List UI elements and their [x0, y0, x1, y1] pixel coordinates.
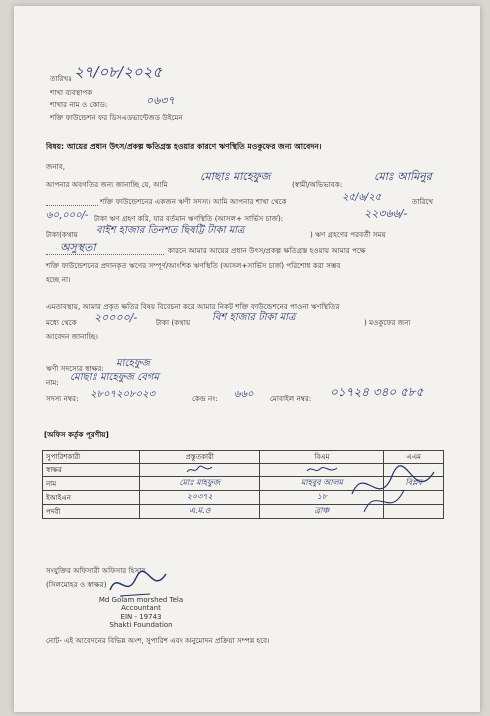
- body-p2-line3: আবেদন জানাচ্ছি।: [46, 332, 98, 341]
- stamp-org: Shakti Foundation: [109, 621, 173, 630]
- branch-code: ০৬৩৭: [146, 94, 175, 107]
- body-p1-line6: শক্তি ফাউন্ডেশনের প্রদানকৃত ঋণের সম্পূর্ণ/আংশিক ঋণস্থিতি (আসল+সার্ভিস চার্জ) পরিশোধ করা সম্ভব: [46, 261, 341, 270]
- member-signature-label: ঋণী সদস্যের স্বাক্ষর:: [46, 364, 104, 373]
- mobile-number: ০১৭২৪ ৩৪০ ৫৮৫: [330, 385, 424, 399]
- member-name: মোছাঃ মাহেফুজ বেগম: [70, 372, 159, 383]
- branch-manager: শাখা ব্যবস্থাপক: [50, 88, 93, 97]
- row-label: ইআইএন: [43, 491, 140, 505]
- stamp-title: Accountant: [121, 604, 161, 613]
- application-document: [14, 6, 480, 712]
- member-number-label: সদস্য নম্বর:: [46, 394, 79, 403]
- row-label: স্বাক্ষর: [43, 464, 140, 477]
- loan-date: ২৫/৬/২৫: [342, 192, 382, 203]
- blank-line: [46, 254, 164, 255]
- signature-scribble: [185, 465, 215, 474]
- organization-name: শক্তি ফাউন্ডেশন ফর ডিসএডভান্টেজড উইমেন: [50, 113, 183, 122]
- official-stamp: [76, 596, 206, 630]
- row-label: নাম: [43, 477, 140, 491]
- body-p2-line1: এমতাবস্থায়, আমার প্রকৃত ক্ষতির বিষয় বিবেচনা করে আমার নিকট শক্তি ফাউন্ডেশনের পাওনা ঋণস্থিতির: [46, 302, 340, 311]
- waive-words: বিশ হাজার টাকা মাত্র: [212, 312, 296, 323]
- damage-cause: অসুস্থতা: [60, 241, 96, 254]
- footer-note: নোট- এই আবেদনের বিভিন্ন অংশ, সুপারিশ এবং অনুমোদন প্রক্রিয়া সম্পন্ন হবে।: [46, 636, 270, 645]
- guardian-name: মোঃ আমিনুর: [374, 170, 432, 183]
- signature-scribble: [305, 465, 339, 474]
- am-signature-scribble: [344, 454, 444, 524]
- approval-line2: (সিলমোহর ও স্বাক্ষর): [46, 580, 107, 589]
- table-header-cell: এএম: [384, 451, 444, 464]
- table-cell: ২০৩৭২: [140, 491, 260, 505]
- date-label: তারিখঃ: [50, 74, 73, 83]
- table-header-cell: সুপারিশকারী: [43, 451, 140, 464]
- body-p2-line2b: টাকা (কথায়: [156, 318, 191, 327]
- stamp-name: Md Golam morshed Tela: [98, 596, 184, 604]
- table-cell: মোঃ মাহফুজ: [140, 477, 260, 491]
- office-section-title: [অফিস কর্তৃক পূরণীয়]: [44, 430, 109, 439]
- table-cell: [140, 464, 260, 477]
- body-p1-line2b: তারিখে: [412, 197, 434, 206]
- branch-name-label: শাখার নাম ও কোড:: [50, 100, 108, 109]
- table-cell: এ.ম.ও: [140, 505, 260, 519]
- body-p1-line2: শক্তি ফাউন্ডেশনের একজন ঋণী সদস্য। আমি আপনার শাখা থেকে: [100, 197, 287, 206]
- body-p2-line2a: মধ্যে থেকে: [46, 318, 77, 327]
- table-header-cell: বিএম: [260, 451, 384, 464]
- date-value: ২৭/০৮/২০২৫: [74, 63, 163, 81]
- table-header-cell: প্রস্তুতকারী: [140, 451, 260, 464]
- member-name-label: নাম:: [46, 378, 59, 387]
- member-number: ২৮০৭২০৮০২৩: [90, 389, 155, 400]
- table-cell: বিপ্লব: [384, 477, 444, 491]
- stamp-ein: EIN - 19743: [120, 612, 162, 621]
- body-p1-line4: টাকা(কথায়: [46, 230, 78, 239]
- center-number: ৬৬০: [234, 389, 254, 400]
- center-label: কেন্দ্র নং:: [192, 394, 218, 403]
- loan-amount: ৬০,০০০/-: [46, 210, 89, 221]
- member-signature: মাহেফুজ: [116, 358, 150, 369]
- table-cell: মাহবুব আলম: [260, 477, 384, 491]
- subject: বিষয়: আয়ের প্রধান উৎস/প্রকল্প ক্ষতিগ্রস্ত হওয়ার কারণে ঋণস্থিতি মওকুফের জন্য আবেদন।: [46, 142, 322, 151]
- table-cell: ব্রাঞ্চ: [260, 505, 384, 519]
- body-p1-line1: আপনার অবগতির জন্য জানাচ্ছি যে, আমি: [46, 180, 168, 189]
- mobile-label: মোবাইল নম্বর:: [270, 394, 312, 403]
- outstanding-amount: ২২৩৬৬/-: [364, 207, 408, 220]
- body-p1-line3: টাকা ঋণ গ্রহণ করি, যার বর্তমান ঋণস্থিতি (আসল+ সার্ভিস চার্জ):: [94, 214, 284, 223]
- salutation: জনাব,: [46, 162, 66, 171]
- table-cell: ১৮: [260, 491, 384, 505]
- body-p1-line7: হচ্ছে না।: [46, 275, 71, 284]
- blank-line: [46, 205, 98, 206]
- body-p1-line5: কারনে আমার আয়ের প্রধান উৎস/প্রকল্প ক্ষতিগ্রস্ত হওয়ায় আমার পক্ষে: [168, 246, 366, 255]
- waive-amount: ২০০০০/-: [94, 311, 138, 324]
- approval-line1: সংযুক্তির অফিসারী অফিসার হিসাব: [46, 566, 146, 575]
- body-p1-line1b: (স্বামী/অভিভাবক:: [292, 180, 343, 189]
- outstanding-words: বাইশ হাজার তিনশত ছিষট্টি টাকা মাত্র: [96, 225, 245, 236]
- borrower-name: মোছাঃ মাহেফুজ: [200, 170, 271, 183]
- row-label: পদবী: [43, 505, 140, 519]
- body-p2-line2c: ) মওকুফের জন্য: [364, 318, 411, 327]
- body-p1-line4b: ) ঋণ গ্রহণের পরবর্তী সময়: [310, 230, 386, 239]
